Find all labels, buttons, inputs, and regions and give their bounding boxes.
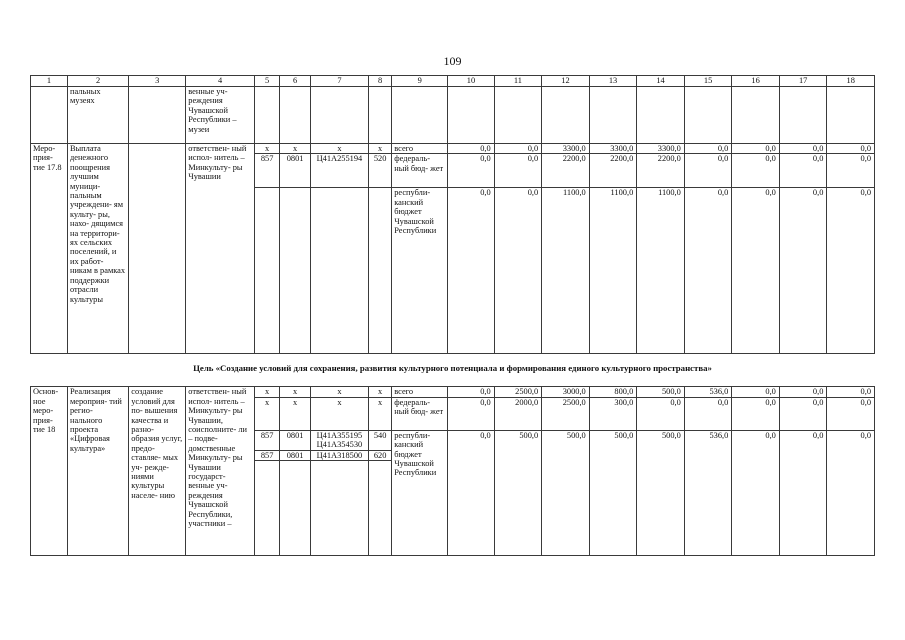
col-header: 4 — [186, 76, 255, 87]
col-header: 7 — [310, 76, 368, 87]
cell-value: 0,0 — [732, 154, 780, 188]
cell-value: 0,0 — [779, 430, 827, 555]
cell-rzpr: 0801 — [280, 450, 311, 460]
cell-value: 0,0 — [779, 397, 827, 430]
cell-csr — [310, 188, 368, 354]
cell-csr: Ц41А318500 — [310, 450, 368, 460]
cell-value: 2200,0 — [637, 154, 685, 188]
cont-col4: венные уч- реждения Чувашской Республики – музеи — [186, 87, 255, 144]
cell-source: всего — [392, 144, 448, 154]
cell-value: 0,0 — [732, 430, 780, 555]
cell-value: 0,0 — [827, 188, 875, 354]
col-header: 1 — [31, 76, 68, 87]
cell-value: 500,0 — [542, 430, 590, 555]
cell-grbs: 857 — [254, 430, 279, 450]
table-row — [31, 144, 875, 154]
cell-value: 500,0 — [494, 430, 542, 555]
cell-value: 3000,0 — [542, 387, 590, 397]
budget-table — [30, 75, 875, 556]
cell-vr: x — [368, 144, 391, 154]
cell-grbs: 857 — [254, 154, 279, 188]
header-row — [31, 76, 875, 87]
cell-value: 0,0 — [827, 387, 875, 397]
cell-vr — [368, 188, 391, 354]
col-header: 12 — [542, 76, 590, 87]
cell-rzpr: x — [280, 144, 311, 154]
cell-csr: x — [310, 397, 368, 430]
cell-rzpr: 0801 — [280, 154, 311, 188]
cell-grbs — [254, 188, 279, 354]
cell-value: 800,0 — [589, 387, 637, 397]
cell-value: 0,0 — [684, 188, 732, 354]
measure-number: Основ- ное меро- прия- тие 18 — [31, 387, 68, 556]
goal-heading: Цель «Создание условий для сохранения, развития культурного потенциала и формирования единого культурного пространства» — [193, 363, 712, 374]
measure-name: Выплата денежного поощрения лучшим муници- пальным учреждени- ям культу- ры, нахо- дящимся на территори- ях сельских поселений, и их работ- никам в рамках поддержки отрасли культуры — [67, 144, 128, 354]
cell-vr: 540 — [368, 430, 391, 450]
cell-value: 3300,0 — [589, 144, 637, 154]
cell-value: 500,0 — [637, 387, 685, 397]
cell-value: 0,0 — [448, 144, 494, 154]
measure-number: Меро- прия- тие 17.8 — [31, 144, 68, 354]
cell-value: 300,0 — [589, 397, 637, 430]
measure-executor: ответствен- ный испол- нитель – Минкульту- ры Чувашии — [186, 144, 255, 354]
cell-vr: 620 — [368, 450, 391, 460]
cell-value: 2500,0 — [494, 387, 542, 397]
cell-value: 0,0 — [448, 188, 494, 354]
cell-value: 0,0 — [494, 144, 542, 154]
cell-source: федераль- ный бюд- жет — [392, 397, 448, 430]
cell-value: 1100,0 — [637, 188, 685, 354]
cell-vr: x — [368, 387, 391, 397]
col-header: 18 — [827, 76, 875, 87]
cell-value: 3300,0 — [542, 144, 590, 154]
cell-value: 0,0 — [494, 154, 542, 188]
cell-value: 3300,0 — [637, 144, 685, 154]
table-row — [31, 87, 875, 144]
cell-source: республи- канский бюджет Чувашской Республики — [392, 188, 448, 354]
cell-value: 0,0 — [827, 397, 875, 430]
col-header: 6 — [280, 76, 311, 87]
cell-csr: x — [310, 144, 368, 154]
cell-value: 0,0 — [779, 154, 827, 188]
cell-value: 2500,0 — [542, 397, 590, 430]
col-header: 15 — [684, 76, 732, 87]
cell-grbs: x — [254, 397, 279, 430]
cell-grbs: x — [254, 144, 279, 154]
cell-value: 2000,0 — [494, 397, 542, 430]
cell-value: 0,0 — [448, 387, 494, 397]
cell-value: 500,0 — [637, 430, 685, 555]
measure-name: Реализация мероприя- тий регио- нального проекта «Цифровая культура» — [67, 387, 128, 556]
cell-value: 536,0 — [684, 387, 732, 397]
col-header: 14 — [637, 76, 685, 87]
cell-value: 0,0 — [448, 430, 494, 555]
cell-value: 0,0 — [779, 188, 827, 354]
cell-value: 0,0 — [732, 397, 780, 430]
cell-value: 0,0 — [448, 397, 494, 430]
cell-value: 0,0 — [732, 144, 780, 154]
cell-rzpr — [280, 188, 311, 354]
cell-value: 1100,0 — [589, 188, 637, 354]
cell-grbs: x — [254, 387, 279, 397]
cell-rzpr: x — [280, 397, 311, 430]
cell-value: 0,0 — [827, 144, 875, 154]
cell-value: 0,0 — [827, 154, 875, 188]
cell-value: 536,0 — [684, 430, 732, 555]
cell-value: 500,0 — [589, 430, 637, 555]
cell-value: 1100,0 — [542, 188, 590, 354]
cell-value: 0,0 — [684, 144, 732, 154]
cell-value: 0,0 — [827, 430, 875, 555]
cell-value: 0,0 — [448, 154, 494, 188]
col-header: 17 — [779, 76, 827, 87]
cell-value: 2200,0 — [589, 154, 637, 188]
cell-value: 2200,0 — [542, 154, 590, 188]
cell-value: 0,0 — [732, 188, 780, 354]
cell-source: республи- канский бюджет Чувашской Республики — [392, 430, 448, 555]
cell-csr: Ц41А255194 — [310, 154, 368, 188]
cell-value: 0,0 — [684, 397, 732, 430]
col-header: 9 — [392, 76, 448, 87]
cell-value: 0,0 — [684, 154, 732, 188]
cont-col2: пальных музеях — [67, 87, 128, 144]
cell-value: 0,0 — [779, 144, 827, 154]
col-header: 8 — [368, 76, 391, 87]
cell-source: федераль- ный бюд- жет — [392, 154, 448, 188]
cell-vr: x — [368, 397, 391, 430]
goal-row — [31, 354, 875, 381]
cell-rzpr: 0801 — [280, 430, 311, 450]
cell-csr: Ц41А355195 Ц41А354530 — [310, 430, 368, 450]
cell-value: 0,0 — [779, 387, 827, 397]
col-header: 5 — [254, 76, 279, 87]
measure-executor: ответствен- ный испол- нитель – Минкульту- ры Чувашии, соисполните- ли – подве- домственные Минкульту- ры Чувашии государст- венные уч- реждения Чувашской Республики, участники – — [186, 387, 255, 556]
measure-goal: создание условий для по- вышения качества и разно- образия услуг, предо- ставляе- мых уч- режде- ниями культуры населе- нию — [129, 387, 186, 556]
col-header: 3 — [129, 76, 186, 87]
cell-rzpr: x — [280, 387, 311, 397]
cell-csr: x — [310, 387, 368, 397]
col-header: 16 — [732, 76, 780, 87]
cell-vr: 520 — [368, 154, 391, 188]
col-header: 2 — [67, 76, 128, 87]
col-header: 10 — [448, 76, 494, 87]
col-header: 11 — [494, 76, 542, 87]
cell-source: всего — [392, 387, 448, 397]
cell-grbs: 857 — [254, 450, 279, 460]
cell-value: 0,0 — [494, 188, 542, 354]
cell-value: 0,0 — [732, 387, 780, 397]
page-number: 109 — [443, 54, 462, 68]
col-header: 13 — [589, 76, 637, 87]
cell-value: 0,0 — [637, 397, 685, 430]
table-row — [31, 387, 875, 397]
